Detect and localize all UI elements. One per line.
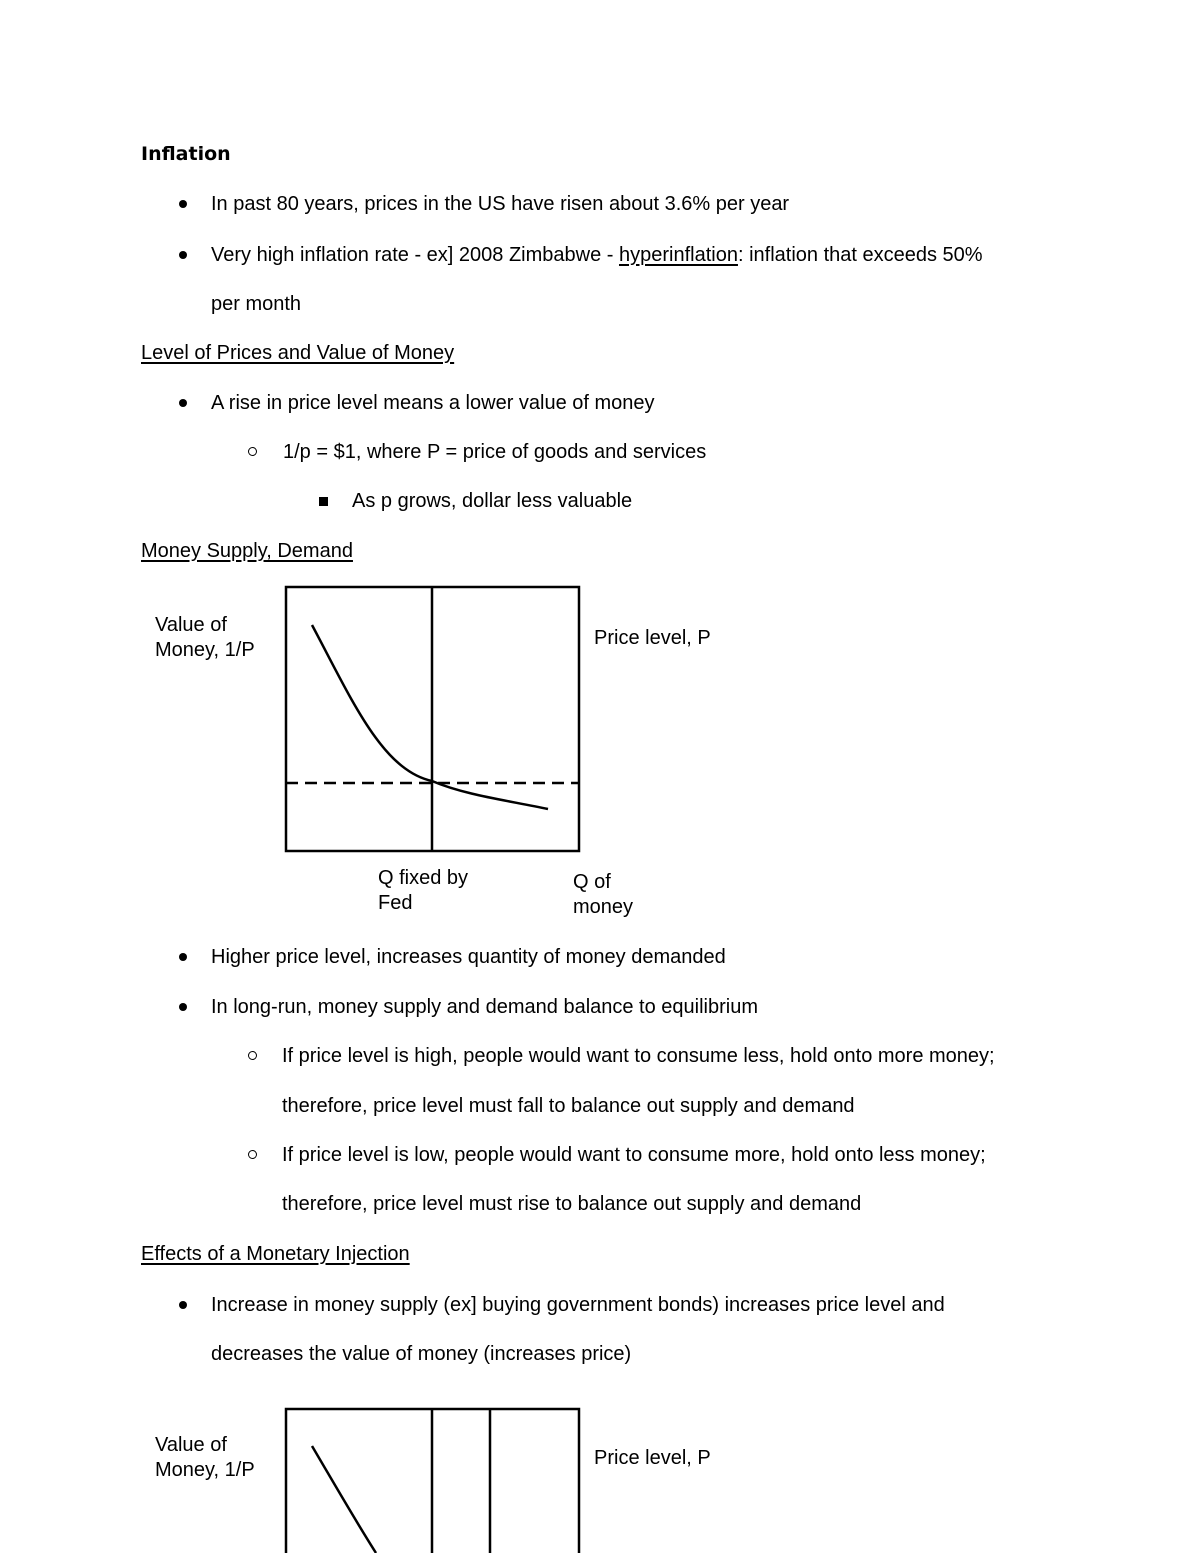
section2-sub-bullet-1-line2: therefore, price level must fall to balance out supply and demand — [282, 1095, 855, 1117]
intro-bullet-2-after: : inflation that exceeds 50% — [737, 244, 983, 266]
intro-bullet-2-before: Very high inflation rate - ex] 2008 Zimbabwe - — [211, 244, 619, 266]
section2-sub-bullet-2-line2: therefore, price level must rise to balance out supply and demand — [282, 1193, 862, 1215]
section3-bullet-line1: Increase in money supply (ex] buying government bonds) increases price level and — [211, 1294, 945, 1316]
fig1-supply-label-line2: Fed — [378, 892, 413, 914]
fig1-y-label-line2: Money, 1/P — [155, 639, 255, 661]
fig1-supply-label-line1: Q fixed by — [378, 867, 469, 889]
section2-bullet-1: Higher price level, increases quantity of money demanded — [211, 946, 726, 968]
fig2-money-demand-curve — [312, 1446, 376, 1553]
section3-bullet-line2: decreases the value of money (increases price) — [211, 1343, 632, 1365]
section1-sub-sub-bullet: As p grows, dollar less valuable — [352, 490, 633, 512]
intro-bullet-2-line2: per month — [211, 293, 302, 315]
fig2-y-label-line2: Money, 1/P — [155, 1459, 255, 1481]
section2-sub-bullet-1-line1: If price level is high, people would want to consume less, hold onto more money; — [282, 1045, 995, 1067]
fig1-right-label: Price level, P — [594, 627, 711, 649]
fig1-x-label-line1: Q of — [573, 871, 611, 893]
section-heading-money-supply: Money Supply, Demand — [141, 540, 353, 562]
section1-sub-bullet: 1/p = $1, where P = price of goods and services — [283, 441, 707, 463]
section1-bullet: A rise in price level means a lower value of money — [211, 392, 655, 414]
section2-sub-bullet-2-line1: If price level is low, people would want to consume more, hold onto less money; — [282, 1144, 986, 1166]
section-heading-prices: Level of Prices and Value of Money — [141, 342, 455, 364]
intro-bullet-1: In past 80 years, prices in the US have risen about 3.6% per year — [211, 193, 790, 215]
fig2-right-label: Price level, P — [594, 1447, 711, 1469]
fig1-y-label-line1: Value of — [155, 614, 227, 636]
fig2-y-label-line1: Value of — [155, 1434, 227, 1456]
hyperinflation-term: hyperinflation — [619, 244, 738, 266]
section2-bullet-2: In long-run, money supply and demand balance to equilibrium — [211, 996, 759, 1018]
section-heading-monetary-injection: Effects of a Monetary Injection — [141, 1243, 410, 1265]
page-title: Inflation — [141, 143, 231, 165]
fig1-x-label-line2: money — [573, 896, 634, 918]
